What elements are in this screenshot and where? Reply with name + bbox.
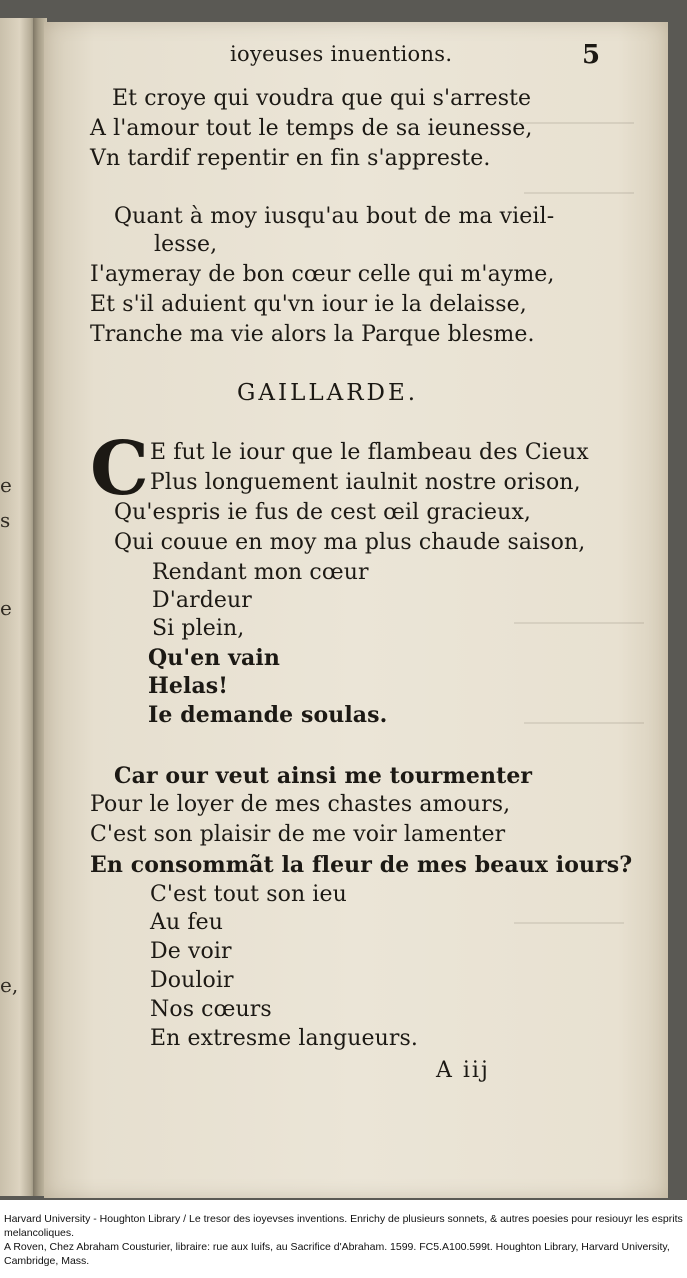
verse-line: D'ardeur [152,588,252,613]
verse-line: A l'amour tout le temps de sa ieunesse, [90,116,533,141]
facing-page-glyph: e [0,473,12,497]
verse-line: I'aymeray de bon cœur celle qui m'ayme, [90,262,555,287]
verse-line: C'est son plaisir de me voir lamenter [90,822,506,847]
verse-line: Qui couue en moy ma plus chaude saison, [114,530,586,555]
image-credit [4,1212,684,1268]
credit-line: Harvard University - Houghton Library / Le tresor des ioyevses inventions. Enrichy de plusieurs sonnets, & autres poesies pour resiouyr les esprits melancoliques. [4,1213,683,1239]
verse-line: Qu'espris ie fus de cest œil gracieux, [114,500,531,525]
verse-line: En extresme langueurs. [150,1026,418,1051]
verse-line: Quant à moy iusqu'au bout de ma vieil- [114,204,555,229]
verse-line: Ie demande soulas. [148,702,388,728]
verse-line: Et s'il aduient qu'vn iour ie la delaisse, [90,292,527,317]
verse-line: Car our veut ainsi me tourmenter [114,763,533,789]
verse-line: Qu'en vain [148,645,280,671]
facing-page-glyph: e, [0,973,19,997]
verse-line: Vn tardif repentir en fin s'appreste. [90,146,491,171]
verse-line: C'est tout son ieu [150,882,347,907]
show-through-mark [514,622,644,624]
verse-line: Rendant mon cœur [152,560,369,585]
verse-line: Si plein, [152,616,245,641]
facing-page-glyph: s [0,508,11,532]
facing-page-edge [0,18,36,1196]
verse-line: En consommãt la fleur de mes beaux iours? [90,852,633,878]
verse-line: Tranche ma vie alors la Parque blesme. [90,322,535,347]
catchword: A iij [436,1058,490,1083]
running-head: ioyeuses inuentions. [230,42,453,66]
verse-line: De voir [150,939,232,964]
verse-line: Plus longuement iaulnit nostre orison, [150,470,581,495]
page-signature-mark: 5 [582,40,601,70]
verse-line: Pour le loyer de mes chastes amours, [90,792,511,817]
verse-line: Nos cœurs [150,997,272,1022]
show-through-mark [514,922,624,924]
show-through-mark [524,722,644,724]
book-page [44,22,668,1198]
verse-line: Helas! [148,673,229,699]
verse-line: Et croye qui voudra que qui s'arreste [112,86,532,111]
credit-line: A Roven, Chez Abraham Cousturier, libraire: rue aux Iuifs, au Sacrifice d'Abraham. 1599. FC5.A100.599t. Houghton Library, Harvard University, Cambridge, Mass. [4,1241,670,1267]
verse-line: E fut le iour que le flambeau des Cieux [150,440,589,465]
drop-cap-initial: C [90,426,149,512]
facing-page-glyph: e [0,596,12,620]
verse-line: lesse, [154,232,218,257]
verse-line: Au feu [150,910,223,935]
verse-line: Douloir [150,968,234,993]
show-through-mark [524,192,634,194]
section-title: GAILLARDE. [237,380,419,406]
